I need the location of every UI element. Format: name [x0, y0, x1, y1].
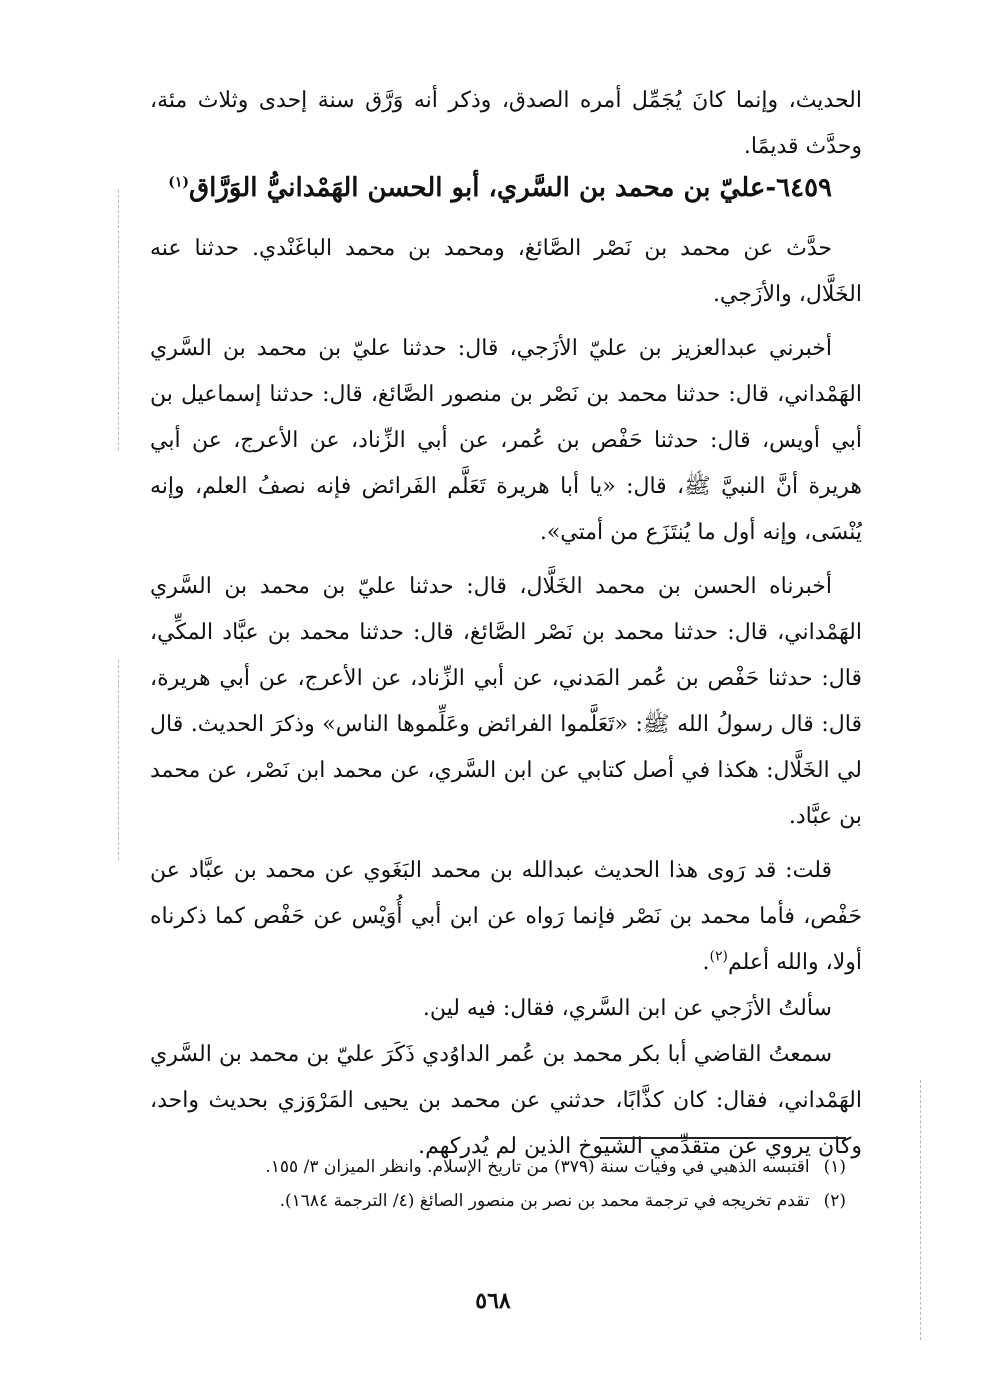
paragraph-narrators: حدَّث عن محمد بن نَصْر الصَّائغ، ومحمد بن محمد الباغَنْدي. حدثنا عنه الخَلَّال، والأزَجي. [150, 236, 862, 307]
intro-paragraph: الحديث، وإنما كانَ يُجَمِّل أمره الصدق، وذكر أنه وَرَّق سنة إحدى وثلاث مئة، وحدَّث قديمًا. [150, 88, 862, 159]
paragraph-comment [150, 848, 862, 986]
entry-heading-text: ٦٤٥٩-عليّ بن محمد بن السَّري، أبو الحسن الهَمْدانيُّ الوَرَّاق [188, 173, 832, 203]
entry-heading-footnote-ref: (١) [168, 174, 189, 191]
paragraph-azaji-opinion: سألتُ الأزَجي عن ابن السَّري، فقال: فيه لين. [422, 996, 832, 1021]
scan-margin-line-left [118, 190, 119, 450]
footnotes [150, 1150, 846, 1218]
intro-block [150, 78, 862, 170]
entry-heading [150, 165, 862, 211]
footnote-2-text: تقدم تخريجه في ترجمة محمد بن نصر بن منصور الصائغ (٤/ الترجمة ١٦٨٤). [279, 1191, 810, 1211]
footnote-2 [150, 1184, 846, 1218]
footnote-2-number: (٢) [823, 1191, 846, 1211]
paragraph-comment-end: . [702, 950, 710, 975]
paragraph-dawudi-report: سمعتُ القاضي أبا بكر محمد بن عُمر الداوُدي ذَكَرَ عليّ بن محمد بن السَّري الهَمْداني، فقال: كان كذَّابًا، حدثني عن محمد بن يحيى المَرْوَزي بحديث واحد، وكان يروي عن متقدِّمي الشيوخ الذين لم يُدركهم. [150, 1042, 862, 1159]
scan-margin-line-left-lower [118, 660, 119, 860]
footnote-1-text: اقتبسه الذهبي في وفيات سنة (٣٧٩) من تاريخ الإسلام. وانظر الميزان ٣/ ١٥٥. [265, 1157, 810, 1177]
footnote-1-number: (١) [823, 1157, 846, 1177]
paragraph-comment-text: قلت: قد رَوى هذا الحديث عبدالله بن محمد البَغَوي عن محمد بن عبَّاد عن حَفْص، فأما محمد بن نَصْر فإنما رَواه عن ابن أبي أُوَيْس عن حَفْص كما ذكرناه أولا، والله أعلم [150, 858, 862, 975]
paragraph-isnad-2: أخبرناه الحسن بن محمد الخَلَّال، قال: حدثنا عليّ بن محمد بن السَّري الهَمْداني، قال: حدثنا محمد بن نَصْر الصَّائغ، قال: حدثنا محمد بن عبَّاد المكِّي، قال: حدثنا حَفْص بن عُمر المَدني، عن أبي الزِّناد، عن الأعرج، عن أبي هريرة، قال: قال رسولُ الله ﷺ: «تَعَلَّموا الفرائض وعَلِّموها الناس» وذكرَ الحديث. قال لي الخَلَّال: هكذا في أصل كتابي عن ابن السَّري، عن محمد ابن نَصْر، عن محمد بن عبَّاد. [150, 574, 862, 829]
page-number: ٥٦٨ [475, 1288, 511, 1314]
paragraph-comment-footnote-ref: (٢) [709, 948, 728, 965]
paragraph-isnad-1: أخبرني عبدالعزيز بن عليّ الأزَجي، قال: حدثنا عليّ بن محمد بن السَّري الهَمْداني، قال: حدثنا محمد بن نَصْر بن منصور الصَّائغ، قال: حدثنا إسماعيل بن أبي أويس، قال: حدثنا حَفْص بن عُمر، عن أبي الزِّناد، عن الأعرج، عن أبي هريرة أنَّ النبيَّ ﷺ، قال: «يا أبا هريرة تَعَلَّم الفَرائض فإنه نصفُ العلم، وإنه يُنْسَى، وإنه أول ما يُنتَزَع من أمتي». [150, 336, 862, 545]
footnote-separator [600, 1137, 846, 1139]
main-text [150, 226, 862, 1170]
footnote-1 [150, 1150, 846, 1184]
